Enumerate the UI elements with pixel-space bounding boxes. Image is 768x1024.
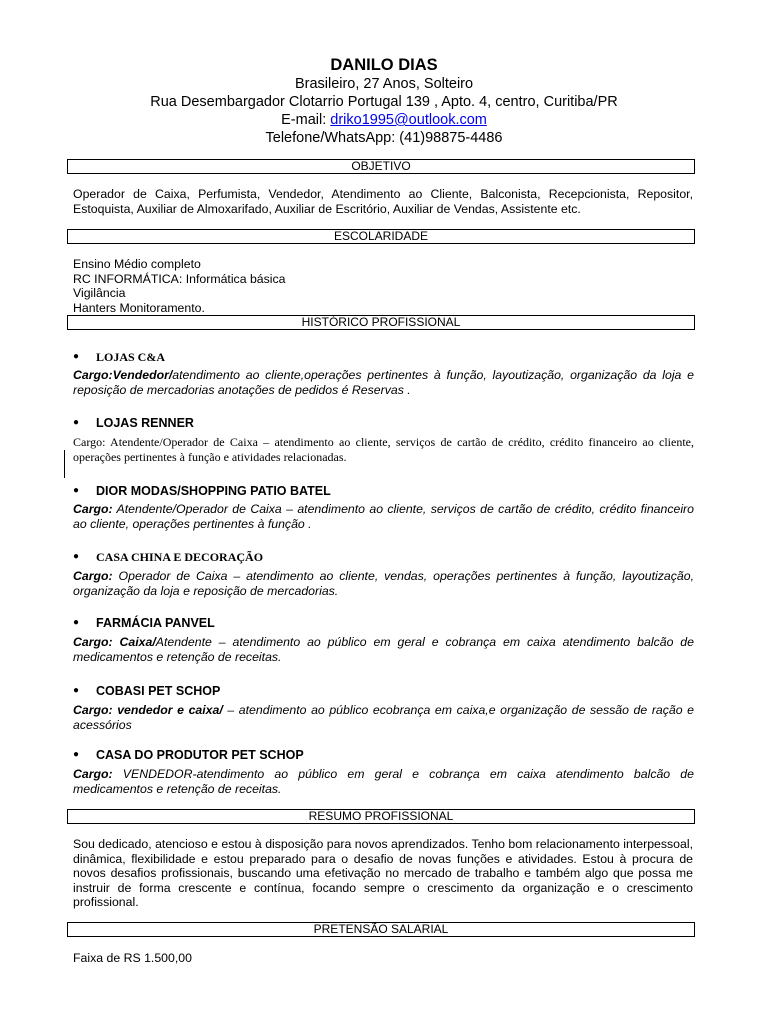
job-company [73, 484, 331, 498]
job-company [73, 416, 194, 430]
section-escolaridade-title: ESCOLARIDADE [67, 229, 695, 244]
candidate-phone: Telefone/WhatsApp: (41)98875-4486 [265, 130, 503, 146]
job-role-text: Atendente/Operador de Caixa – atendimento ao cliente, serviços de cartão de crédito, crédito financeiro ao cliente, operações pertinentes à função . [73, 502, 694, 531]
job-company-name: LOJAS C&A [96, 350, 166, 364]
bullet-icon: ● [73, 551, 80, 562]
job-description [73, 635, 694, 664]
job-description [73, 703, 694, 732]
job-role-label: Cargo:Vendedor/ [73, 368, 173, 382]
job-company-name: DIOR MODAS/SHOPPING PATIO BATEL [96, 484, 331, 498]
candidate-email-line [0, 111, 768, 129]
resume-header [0, 56, 768, 147]
bullet-icon: ● [73, 617, 80, 628]
candidate-name: DANILO DIAS [330, 56, 438, 74]
job-company [73, 350, 166, 364]
job-description [73, 502, 694, 531]
job-description [73, 435, 694, 464]
job-description [73, 368, 694, 397]
job-company-name: FARMÁCIA PANVEL [96, 616, 215, 630]
job-company [73, 616, 215, 630]
job-role-text: – atendimento ao público ecobrança em caixa,e organização de sessão de ração e acessórios [73, 703, 695, 732]
section-resumo-title: RESUMO PROFISSIONAL [67, 809, 695, 824]
job-company [73, 748, 304, 762]
job-role-text: Operador de Caixa – atendimento ao cliente, vendas, operações pertinentes à função, layoutização, organização da loja e reposição de mercadorias. [73, 569, 694, 598]
job-role-text: Cargo: Atendente/Operador de Caixa – atendimento ao cliente, serviços de cartão de crédito, crédito financeiro ao cliente, operações pertinentes à função e atividades relacionadas. [73, 435, 694, 464]
job-company-name: LOJAS RENNER [96, 416, 194, 430]
bullet-icon: ● [73, 685, 80, 696]
bullet-icon: ● [73, 351, 80, 362]
bullet-icon: ● [73, 749, 80, 760]
email-link[interactable]: driko1995@outlook.com [330, 112, 487, 128]
section-historico-title: HISTÓRICO PROFISSIONAL [67, 315, 695, 330]
job-description [73, 767, 694, 796]
escolaridade-item: Ensino Médio completo [73, 257, 201, 271]
job-company-name: CASA DO PRODUTOR PET SCHOP [96, 748, 304, 762]
candidate-address: Rua Desembargador Clotarrio Portugal 139 , Apto. 4, centro, Curitiba/PR [150, 94, 618, 110]
job-role-text: atendimento ao cliente,operações pertinentes à função, layoutização, organização da loja e reposição de mercadorias anotações de pedidos é Reservas . [73, 368, 694, 397]
job-role-label: Cargo: vendedor e caixa/ [73, 703, 223, 717]
job-company [73, 684, 221, 698]
section-pretensao-title: PRETENSÃO SALARIAL [67, 922, 695, 937]
job-role-label: Cargo: [73, 767, 113, 781]
escolaridade-item: Hanters Monitoramento. [73, 300, 205, 315]
job-company-name: CASA CHINA E DECORAÇÃO [96, 550, 264, 564]
candidate-info: Brasileiro, 27 Anos, Solteiro [294, 76, 474, 92]
section-objetivo-title: OBJETIVO [67, 159, 695, 174]
escolaridade-list [73, 257, 693, 315]
resumo-text: Sou dedicado, atencioso e estou à disposição para novos aprendizados. Tenho bom relacionamento interpessoal, dinâmica, flexibilidade e estou preparado para o desafio de novas funções e atividades. Estou à procura de novos desafios profissionais, buscando uma efetivação no mercado de trabalho e também algo que possa me instruir de forma crescente e contínua, focando sempre o crescimento da organização e o crescimento profissional. [73, 837, 693, 910]
job-description [73, 569, 694, 598]
escolaridade-item: Vigilância [73, 286, 126, 301]
text-cursor [64, 450, 65, 478]
job-role-label: Cargo: Caixa/ [73, 635, 156, 649]
job-company-name: COBASI PET SCHOP [96, 684, 221, 698]
objetivo-text: Operador de Caixa, Perfumista, Vendedor, Atendimento ao Cliente, Balconista, Recepcionista, Repositor, Estoquista, Auxiliar de Almoxarifado, Auxiliar de Escritório, Auxiliar de Vendas, Assistente etc. [73, 187, 693, 216]
email-label: E-mail: [281, 112, 331, 128]
job-role-label: Cargo: [73, 569, 113, 583]
escolaridade-item: RC INFORMÁTICA: Informática básica [73, 271, 286, 286]
job-role-text: Atendente – atendimento ao público em geral e cobrança em caixa atendimento balcão de medicamentos e retenção de receitas. [73, 635, 694, 664]
pretensao-text: Faixa de RS 1.500,00 [73, 951, 192, 965]
job-company [73, 550, 264, 564]
bullet-icon: ● [73, 417, 80, 428]
job-role-text: VENDEDOR-atendimento ao público em geral e cobrança em caixa atendimento balcão de medicamentos e retenção de receitas. [73, 767, 694, 796]
job-role-label: Cargo: [73, 502, 113, 516]
bullet-icon: ● [73, 485, 80, 496]
